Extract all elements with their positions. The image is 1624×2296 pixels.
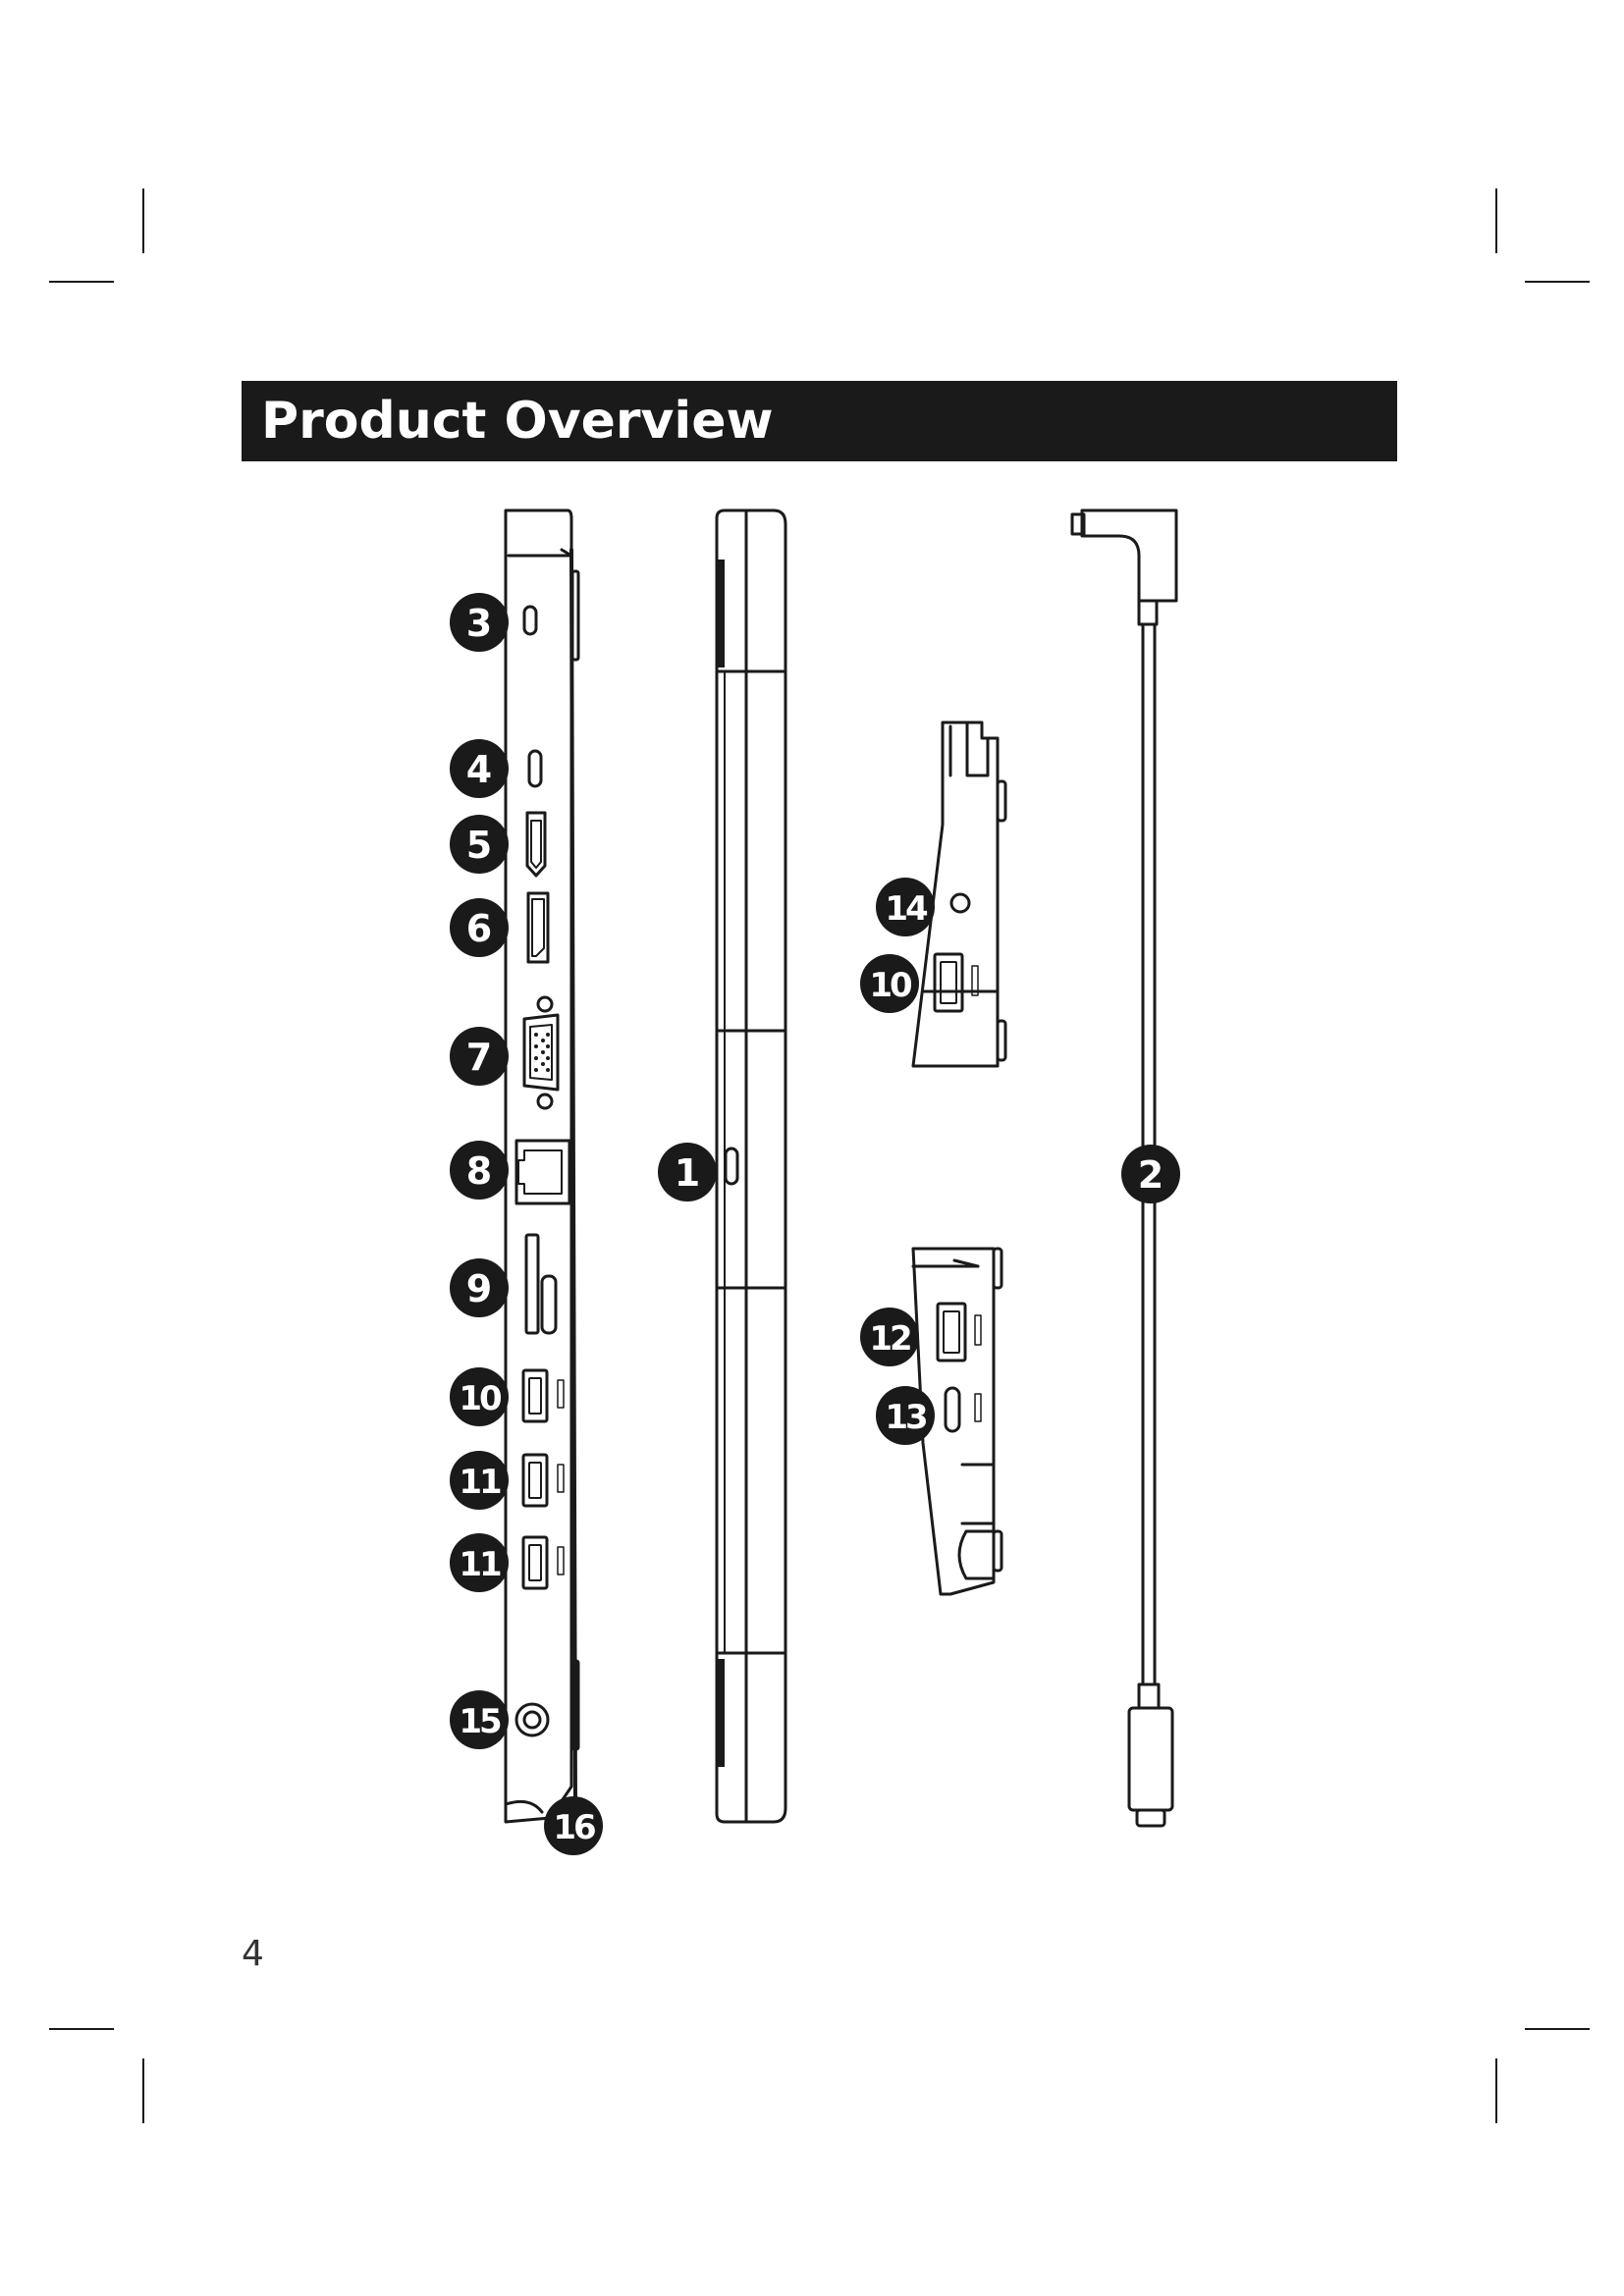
hdmi-port-icon xyxy=(527,813,545,876)
callout-4 xyxy=(450,739,509,798)
callout-2 xyxy=(1121,1145,1180,1203)
ethernet-port-icon xyxy=(516,1141,569,1203)
usb-a-port-icon xyxy=(935,954,978,1011)
vga-port-icon xyxy=(524,997,558,1108)
callout-15 xyxy=(450,1690,509,1749)
card-reader-slots-icon xyxy=(526,1235,556,1333)
callout-6 xyxy=(450,898,509,957)
lock-slot-icon xyxy=(524,607,536,634)
usb-a-port-icon xyxy=(523,1537,564,1588)
svg-text:11: 11 xyxy=(459,1463,500,1502)
svg-text:14: 14 xyxy=(885,889,926,929)
svg-text:10: 10 xyxy=(869,966,910,1005)
svg-text:15: 15 xyxy=(459,1702,500,1741)
callout-5 xyxy=(450,815,509,874)
svg-text:13: 13 xyxy=(885,1398,926,1437)
callout-7 xyxy=(450,1027,509,1086)
power-jack-icon xyxy=(516,1704,548,1735)
usb-c-port-icon xyxy=(726,1148,737,1184)
section-title: Product Overview xyxy=(261,392,774,451)
callout-12 xyxy=(860,1308,919,1366)
svg-text:5: 5 xyxy=(465,824,493,867)
callouts xyxy=(450,593,1180,1855)
svg-text:9: 9 xyxy=(465,1267,493,1310)
callout-8 xyxy=(450,1141,509,1200)
svg-text:3: 3 xyxy=(465,602,493,645)
svg-text:2: 2 xyxy=(1137,1153,1164,1197)
callout-10 xyxy=(860,954,919,1013)
callout-9 xyxy=(450,1258,509,1317)
svg-text:6: 6 xyxy=(465,907,493,950)
svg-text:1: 1 xyxy=(674,1151,701,1195)
svg-text:7: 7 xyxy=(465,1036,493,1079)
callout-16 xyxy=(544,1796,603,1855)
callout-1 xyxy=(658,1143,717,1201)
page-number: 4 xyxy=(242,1934,264,1974)
usb-c-port-icon xyxy=(529,751,541,786)
audio-jack-icon xyxy=(951,894,969,912)
usb-a-port-icon xyxy=(523,1370,564,1421)
callout-11 xyxy=(450,1451,509,1510)
dock-front-view xyxy=(717,510,785,1822)
svg-text:11: 11 xyxy=(459,1545,500,1584)
usb-c-port-icon xyxy=(946,1388,981,1431)
callout-3 xyxy=(450,593,509,652)
svg-text:10: 10 xyxy=(459,1379,500,1418)
callout-10 xyxy=(450,1367,509,1426)
svg-text:16: 16 xyxy=(553,1808,594,1847)
svg-text:8: 8 xyxy=(465,1149,493,1193)
usb-a-port-icon xyxy=(523,1455,564,1506)
callout-14 xyxy=(876,878,935,936)
usb-a-port-icon xyxy=(938,1304,981,1361)
svg-text:12: 12 xyxy=(869,1319,910,1359)
callout-13 xyxy=(876,1386,935,1445)
dock-side-view xyxy=(506,510,578,1822)
callout-11 xyxy=(450,1533,509,1592)
svg-text:4: 4 xyxy=(465,748,493,791)
